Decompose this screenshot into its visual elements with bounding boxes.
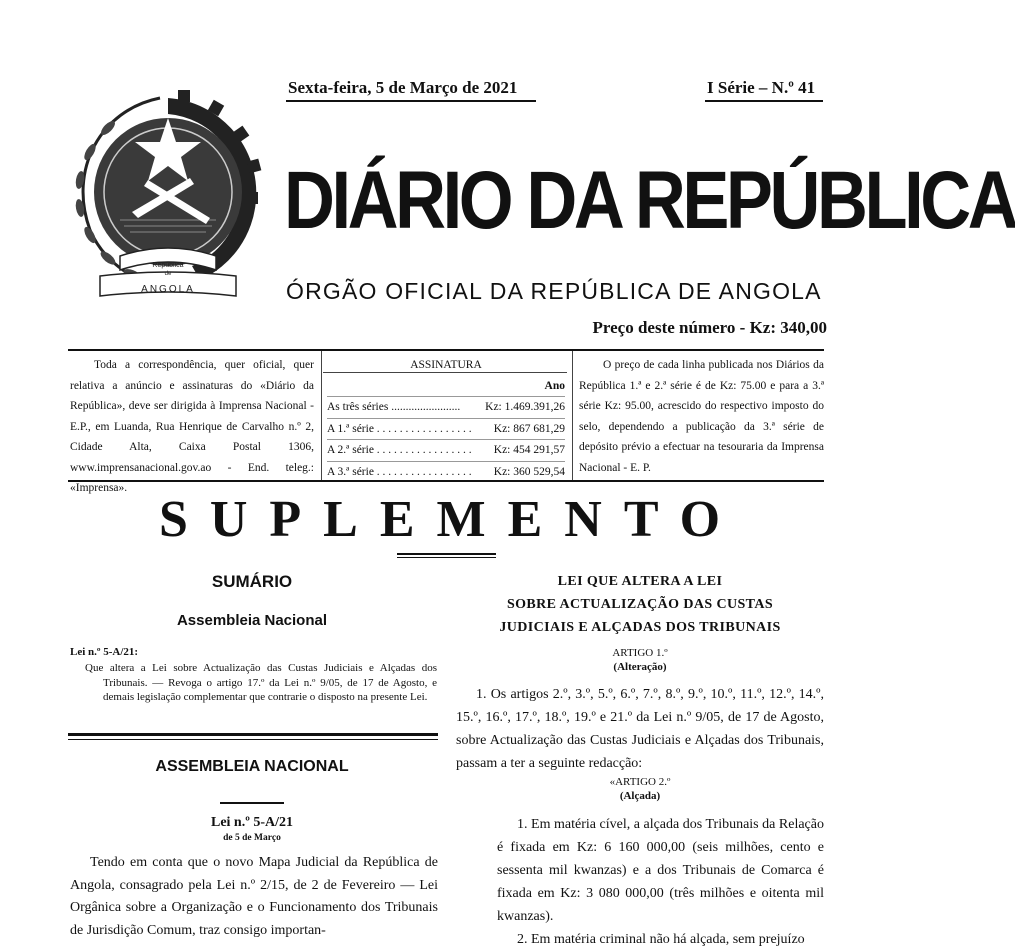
subscription-row <box>327 396 565 418</box>
summary-organ: Assembleia Nacional <box>176 612 328 629</box>
section-separator <box>68 733 438 736</box>
issue-series: I Série – N.º 41 <box>707 78 816 97</box>
angola-emblem-icon <box>60 80 265 305</box>
subscription-header: ASSINATURA <box>410 359 482 371</box>
subscription-table <box>327 355 565 482</box>
info-band-bottom-rule <box>68 480 824 482</box>
law-title-line: LEI QUE ALTERA A LEI <box>557 574 723 589</box>
subscription-price: Kz: 360 529,54 <box>493 465 565 478</box>
newspaper-title: DIÁRIO DA REPÚBLICA <box>284 155 1015 246</box>
summary-law-ref: Lei n.º 5-A/21: <box>70 646 139 658</box>
law-preamble <box>70 852 438 942</box>
article-1-number: ARTIGO 1.º <box>612 647 668 659</box>
summary-description <box>85 661 437 705</box>
series-underline <box>705 100 823 102</box>
info-band-divider <box>321 351 322 480</box>
subscription-row <box>327 461 565 483</box>
article-2-number: «ARTIGO 2.º <box>609 776 671 788</box>
subscription-price: Kz: 454 291,57 <box>493 444 565 456</box>
emblem-text-mid: de <box>164 271 172 277</box>
subscription-label: A 2.ª série . . . . . . . . . . . . . . . . . <box>327 444 472 456</box>
info-band-top-rule <box>68 349 824 351</box>
issue-price: Preço deste número - Kz: 340,00 <box>592 318 827 337</box>
article-1-body <box>456 683 824 775</box>
subscription-label: As três séries ........................ <box>327 401 461 413</box>
section-separator <box>68 739 438 740</box>
summary-description-text: Que altera a Lei sobre Actualização das Custas Judiciais e Alçadas dos Tribunais. — Revoga o artigo 17.º da Lei n.º 9/05, de 17 de Agosto, e demais legislação complementar que contrarie o disposto na presente Lei. <box>85 662 437 703</box>
preamble-text: Tendo em conta que o novo Mapa Judicial da República de Angola, consagrado pela Lei n.º 2/15, de 2 de Fevereiro — Lei Orgânica sobre a Organização e o Funcionamento dos Tribunais de Jurisdição Comum, traz consigo importan- <box>70 855 438 938</box>
correspondence-text: Toda a correspondência, quer oficial, quer relativa a anúncio e assinaturas do «Diário da República», deve ser dirigida à Imprensa Nacional - E.P., em Luanda, Rua Henrique de Carvalho n.º 2, Cidade Alta, Caixa Postal 1306, www.imprensanacional.gov.ao - End. teleg.: «Imprensa». <box>70 359 314 494</box>
article-1-text: 1. Os artigos 2.º, 3.º, 5.º, 6.º, 7.º, 8.º, 9.º, 10.º, 11.º, 12.º, 14.º, 15.º, 16.º, 17.º, 18.º, 19.º e 21.º da Lei n.º 9/05, de 17 de Agosto, sobre Actualização das Custas Judiciais e Alçadas dos Tribunais, passam a ter a seguinte redacção: <box>456 687 824 771</box>
newspaper-subtitle: ÓRGÃO OFICIAL DA REPÚBLICA DE ANGOLA <box>286 278 822 304</box>
law-full-title <box>456 570 824 639</box>
summary-title: SUMÁRIO <box>211 572 293 591</box>
subscription-price: Kz: 867 681,29 <box>493 422 565 435</box>
section-rule <box>220 802 284 804</box>
article-2-heading: (Alçada) <box>619 790 661 802</box>
line-price-text: O preço de cada linha publicada nos Diários da República 1.ª e 2.ª série é de Kz: 75.00 e para a 3.ª série Kz: 95.00, acrescido do respectivo imposto do selo, dependendo a publicação da 3.ª série de depósito prévio a efectuar na tesouraria da Imprensa Nacional - E. P. <box>579 359 824 474</box>
info-band-divider <box>572 351 573 480</box>
law-date: de 5 de Março <box>223 833 281 843</box>
subscription-price: Kz: 1.469.391,26 <box>485 401 565 413</box>
law-title: Lei n.º 5-A/21 <box>210 815 293 830</box>
subscription-label: A 1.ª série . . . . . . . . . . . . . . . . . <box>327 422 472 435</box>
article-2-body <box>497 813 824 951</box>
article-1-heading: (Alteração) <box>613 661 667 673</box>
section-organ: ASSEMBLEIA NACIONAL <box>155 758 349 775</box>
subscription-row <box>327 439 565 461</box>
emblem-text-country: ANGOLA <box>141 284 195 295</box>
supplement-rule <box>397 557 496 558</box>
correspondence-notice <box>70 355 314 499</box>
date-underline <box>286 100 536 102</box>
supplement-heading: SUPLEMENTO <box>158 491 743 548</box>
law-title-line: SOBRE ACTUALIZAÇÃO DAS CUSTAS <box>506 597 774 612</box>
line-price-notice <box>579 355 824 478</box>
emblem-text-top: República <box>152 262 184 269</box>
article-2-text: 2. Em matéria criminal não há alçada, sem prejuízo <box>517 932 805 947</box>
law-title-line: JUDICIAIS E ALÇADAS DOS TRIBUNAIS <box>499 620 781 635</box>
subscription-year-label: Ano <box>544 379 565 392</box>
article-2-text: 1. Em matéria cível, a alçada dos Tribunais da Relação é fixada em Kz: 6 160 000,00 (seis milhões, cento e sessenta mil kwanzas) e a dos Tribunais de Comarca é fixada em Kz: 3 080 000,00 (três milhões e oitenta mil kwanzas). <box>497 817 824 924</box>
subscription-row <box>327 418 565 440</box>
subscription-label: A 3.ª série . . . . . . . . . . . . . . . . . <box>327 465 472 478</box>
supplement-rule <box>397 553 496 555</box>
issue-date: Sexta-feira, 5 de Março de 2021 <box>288 78 518 97</box>
